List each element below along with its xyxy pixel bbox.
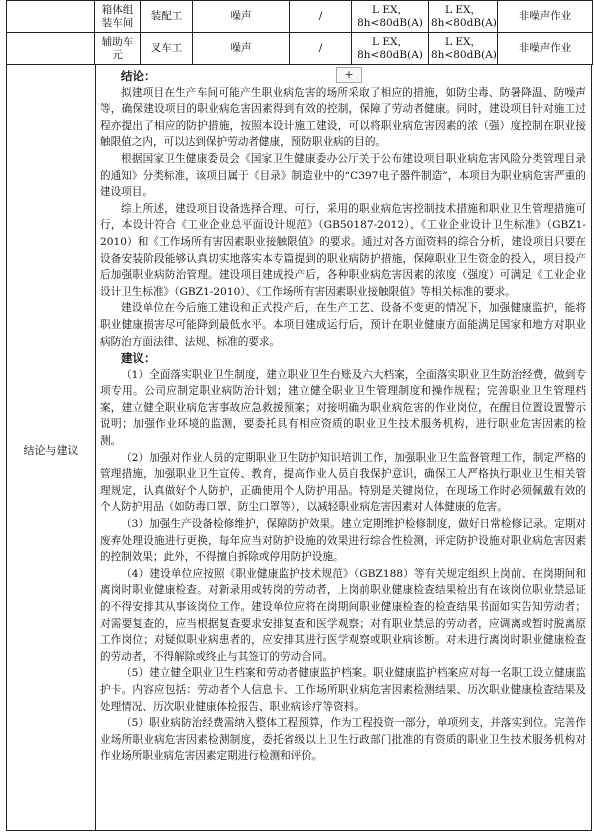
conclusion-content[interactable] [100,68,586,765]
suggestion-paragraph: （4）建设单位应按照《职业健康监护技术规范》（GBZ188）等有关规定组织上岗前、在岗期间和离岗时职业健康检查。对新录用或转岗的劳动者，上岗前职业健康检查结果检出有在该岗位职业禁忌证的不得安排其从事该岗位工作。建设单位应将在岗期间职业健康检查的检查结果书面如实告知劳动者；对需要复查的，应当根据复查要求安排复查和医学观察；对有职业禁忌的劳动者，应调离或暂时脱离原工作岗位；对疑似职业病患者的，应安排其进行医学观察或职业病诊断。对未进行离岗时职业健康检查的劳动者，不得解除或终止与其签订的劳动合同。 [100,567,586,663]
table-cell: 非噪声作业 [498,33,593,65]
table-row [7,1,593,33]
table-row [7,33,593,65]
conclusion-row [6,64,592,831]
table-cell: L EX，8h<80dB(A) [352,1,429,33]
table-cell: L EX，8h<80dB(A) [429,33,498,65]
conclusion-heading: 结论： [121,69,156,83]
table-cell: 噪声 [193,33,290,65]
table-cell: 装配工 [141,1,193,33]
suggestion-heading: 建议： [121,351,156,366]
table-cell-empty [7,33,95,65]
conclusion-paragraph: 拟建项目在生产车间可能产生职业病危害的场所采取了相应的措施，如防尘毒、防暑降温、防噪声等，确保建设项目的职业病危害因素得到有效的控制，保障了劳动者健康。同时，建设项目针对施工过程亦提出了相应的防护措施，按照本设计施工建设，可以将职业病危害因素的浓（强）度控制在职业接触限值之内，可以达到保护劳动者健康，预防职业病的目的。 [100,86,586,149]
table-cell: 箱体组装车间 [95,1,141,33]
section-label: 结论与建议 [23,444,79,457]
table-cell: 噪声 [193,1,290,33]
conclusion-paragraph: 根据国家卫生健康委员会《国家卫生健康委办公厅关于公布建设项目职业病危害风险分类管理目录的通知》分类标准，该项目属于《目录》制造业中的“C397电子器件制造”，本项目为职业病危害严重的建设项目。 [100,152,586,199]
table-insert-row-button[interactable]: + [336,67,362,83]
table-cell: / [290,1,352,33]
table-cell: 辅助车元 [95,33,141,65]
suggestion-paragraph: （5）职业病防治经费需纳入整体工程预算，作为工程投资一部分，单项列支，并落实到位。完善作业场所职业病危害因素检测制度，委托省级以上卫生行政部门批准的有资质的职业卫生技术服务机构对作业场所职业病危害因素定期进行检测和评价。 [100,717,586,763]
conclusion-paragraph: 建设单位在今后施工建设和正式投产后，在生产工艺、设备不变更的情况下，加强健康监护，能将职业健康损害尽可能降到最低水平。本项目建成运行后，预计在职业健康方面能满足国家和地方对职业病防治方面法律、法规、标准的要求。 [100,302,586,348]
document-page [6,0,592,832]
suggestion-paragraph: （1）全面落实职业卫生制度，建立职业卫生台账及六大档案，全面落实职业卫生防治经费，做到专项专用。公司应制定职业病防治计划；建立健全职业卫生管理制度和操作规程；完善职业卫生管理档案，建立健全职业病危害事故应急救援预案；对接明确为职业病危害的作业岗位，在醒目位置设置警示说明；加强作业环境的监测，要委托具有相应资质的职业卫生技术服务机构，进行职业危害因素的检测。 [100,368,586,448]
table-cell: / [290,33,352,65]
table-cell: 非噪声作业 [498,1,593,33]
suggestion-paragraph: （2）加强对作业人员的定期职业卫生防护知识培训工作，加强职业卫生监督管理工作，制定严格的管理措施，加强职业卫生宣传、教育，提高作业人员自我保护意识，确保工人严格执行职业卫生相关管理规定，认真做好个人防护，正确使用个人防护用品。特别是关键岗位，在现场工作时必须佩戴有效的个人防护用品（如防毒口罩、防尘口罩等），以减轻职业病危害因素对人体健康的危害。 [100,451,586,514]
table-cell-empty [7,1,95,33]
table-cell: L EX，8h<80dB(A) [429,1,498,33]
suggestion-paragraph: （3）加强生产设备检修维护，保障防护效果。建立定期维护检修制度，做好日常检修记录。定期对废弃处理设施进行更换，每年应当对防护设施的效果进行综合性检测，评定防护设施对职业病危害因素的控制效果；此外，不得擅自拆除或停用防护设施。 [100,518,586,564]
table-cell: 叉车工 [141,33,193,65]
label-column [7,64,96,830]
suggestion-paragraph: （5）建立健全职业卫生档案和劳动者健康监护档案。职业健康监护档案应对每一名职工设立健康监护卡。内容应包括：劳动者个人信息卡、工作场所职业病危害因素检测结果、历次职业健康检查结果及处理情况、历次职业健康体检报告、职业病诊疗等资料。 [100,667,586,713]
exposure-table [6,0,593,65]
conclusion-paragraph: 综上所述，建设项目设备选择合理、可行，采用的职业病危害控制技术措施和职业卫生管理措施可行，本设计符合《工业企业总平面设计规范》（GB50187-2012）、《工业企业设计卫生标准》（GBZ1-2010）和《工作场所有害因素职业接触限值》的要求。通过对各方面资料的综合分析，建设项目只要在设备安装阶段能够认真切实地落实本专篇提到的职业病防护措施，保障职业卫生资金的投入，项目投产后加强职业病防治管理。建设项目建成投产后，各种职业病危害因素的浓度（强度）可满足《工业企业设计卫生标准》（GBZ1-2010）、《工作场所有害因素职业接触限值》等相关标准的要求。 [100,202,586,298]
table-cell: L EX，8h<80dB(A) [352,33,429,65]
